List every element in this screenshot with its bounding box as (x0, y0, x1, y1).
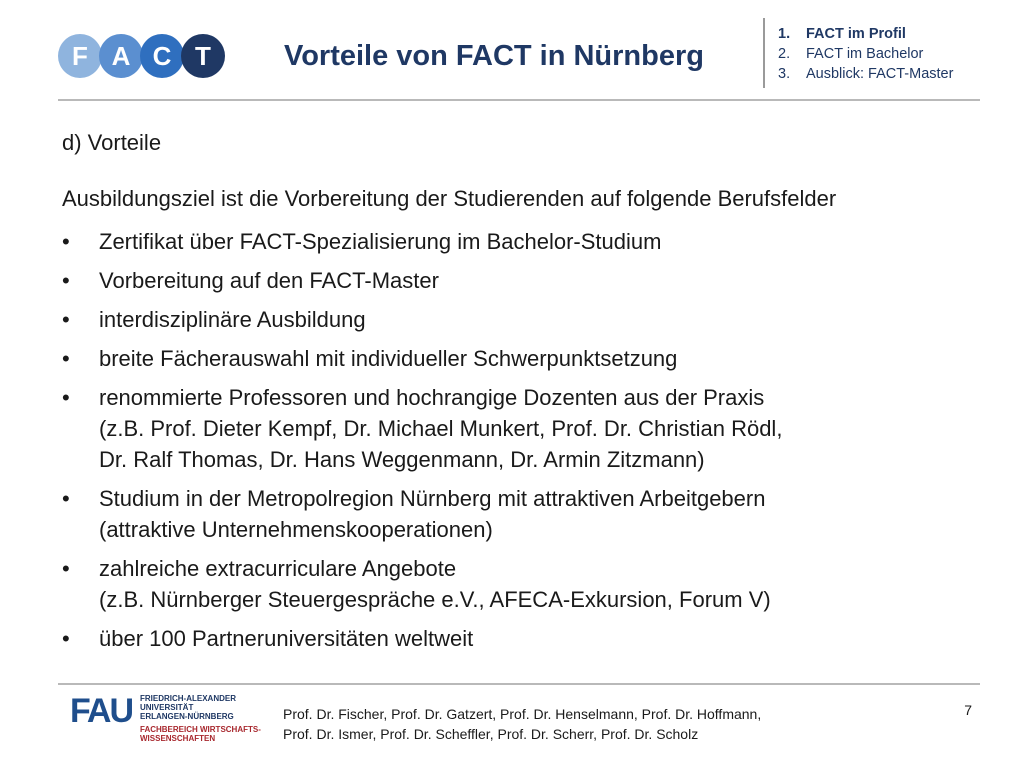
header-divider (763, 18, 765, 88)
fau-wordmark: FAU (70, 692, 132, 730)
fau-department-name: FACHBEREICH WIRTSCHAFTS- WISSENSCHAFTEN (140, 725, 261, 743)
intro-text: Ausbildungsziel ist die Vorbereitung der Studierenden auf folgende Berufsfelder (62, 186, 837, 211)
list-item: • Zertifikat über FACT-Spezialisierung im Bachelor-Studium (62, 229, 662, 254)
logo-letter-a: A (99, 34, 143, 78)
list-item: • Studium in der Metropolregion Nürnberg mit attraktiven Arbeitgebern (attraktive Unternehmenskooperationen) (62, 486, 766, 542)
logo-letter-c: C (140, 34, 184, 78)
footer-rule (58, 683, 980, 685)
fau-logo (70, 694, 261, 743)
agenda-item-2: 2. FACT im Bachelor (778, 46, 924, 62)
section-subheading: d) Vorteile (62, 130, 162, 155)
list-item: • renommierte Professoren und hochrangige Dozenten aus der Praxis (z.B. Prof. Dieter Kempf, Dr. Michael Munkert, Prof. Dr. Christian Rödl, Dr. Ralf Thomas, Dr. Hans Weggenmann, Dr. Armin Zitzmann) (62, 385, 783, 472)
footer-authors: Prof. Dr. Fischer, Prof. Dr. Gatzert, Prof. Dr. Henselmann, Prof. Dr. Hoffmann, Prof. Dr. Ismer, Prof. Dr. Scheffler, Prof. Dr. Scherr, Prof. Dr. Scholz (283, 706, 762, 742)
logo-letter-f: F (58, 34, 102, 78)
list-item: • zahlreiche extracurriculare Angebote (z.B. Nürnberger Steuergespräche e.V., AFECA-Exkursion, Forum V) (62, 556, 771, 612)
agenda-item-1: 1. FACT im Profil (778, 26, 906, 42)
list-item: • breite Fächerauswahl mit individueller Schwerpunktsetzung (62, 346, 678, 371)
page-number: 7 (964, 702, 972, 718)
fact-logo (58, 34, 222, 78)
slide-title: Vorteile von FACT in Nürnberg (284, 40, 704, 72)
agenda-item-3: 3. Ausblick: FACT-Master (778, 66, 954, 82)
list-item: • über 100 Partneruniversitäten weltweit (62, 626, 474, 651)
logo-letter-t: T (181, 34, 225, 78)
fau-university-name: FRIEDRICH-ALEXANDER UNIVERSITÄT ERLANGEN-NÜRNBERG FACHBEREICH WIRTSCHAFTS- WISSENSCHAFTEN (140, 694, 261, 743)
list-item: • Vorbereitung auf den FACT-Master (62, 268, 439, 293)
advantages-list (62, 226, 782, 662)
agenda-list (778, 24, 953, 84)
list-item: • interdisziplinäre Ausbildung (62, 307, 366, 332)
header-rule (58, 99, 980, 101)
